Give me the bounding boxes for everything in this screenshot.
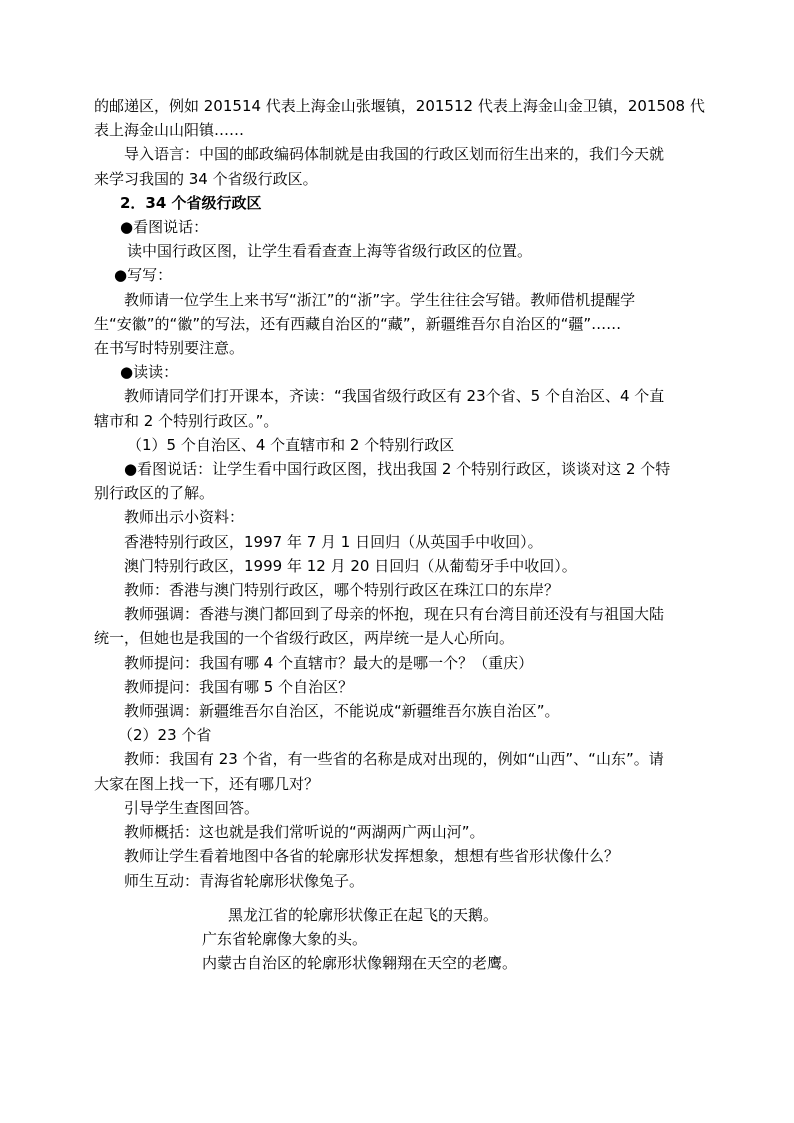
subsection-heading: （1）5 个自治区、4 个直辖市和 2 个特别行政区 — [127, 435, 455, 454]
paragraph-line: ●看图说话：让学生看中国行政区图，找出我国 2 个特别行政区，谈谈对这 2 个特 — [124, 460, 671, 479]
document-page — [94, 94, 714, 975]
bullet-heading: ●写写： — [114, 266, 173, 285]
paragraph-line: 教师让学生看着地图中各省的轮廓形状发挥想象，想想有些省形状像什么？ — [124, 847, 620, 866]
paragraph-line: 的邮递区，例如 201514 代表上海金山张堰镇，201512 代表上海金山金卫镇，201508 代 — [94, 97, 705, 115]
paragraph-line: 教师请一位学生上来书写“浙江”的“浙”字。学生往往会写错。教师借机提醒学 — [124, 290, 636, 309]
paragraph-line: 导入语言：中国的邮政编码体制就是由我国的行政区划而衍生出来的，我们今天就 — [124, 145, 665, 164]
paragraph-line: 教师强调：新疆维吾尔自治区，不能说成“新疆维吾尔族自治区”。 — [124, 702, 560, 721]
paragraph-line: 香港特别行政区，1997 年 7 月 1 日回归（从英国手中收回）。 — [124, 532, 543, 551]
paragraph-line: 统一，但她也是我国的一个省级行政区，两岸统一是人心所向。 — [94, 629, 515, 648]
paragraph-line: 辖市和 2 个特别行政区。”。 — [94, 411, 279, 430]
paragraph-line: 教师强调：香港与澳门都回到了母亲的怀抱，现在只有台湾目前还没有与祖国大陆 — [124, 605, 665, 624]
paragraph-line: 教师：香港与澳门特别行政区，哪个特别行政区在珠江口的东岸？ — [124, 581, 560, 600]
paragraph-line: 教师概括：这也就是我们常听说的“两湖两广两山河”。 — [124, 823, 485, 842]
paragraph-line: 教师出示小资料： — [124, 508, 245, 527]
section-heading: 2．34 个省级行政区 — [120, 193, 262, 212]
paragraph-line: 大家在图上找一下，还有哪几对？ — [94, 774, 320, 793]
bullet-heading: ●读读： — [120, 363, 179, 382]
paragraph-line: 生“安徽”的“徽”的写法，还有西藏自治区的“藏”，新疆维吾尔自治区的“疆”…… — [94, 314, 622, 333]
paragraph-line: 读中国行政区图，让学生看看查查上海等省级行政区的位置。 — [127, 242, 533, 261]
paragraph-line: 教师提问：我国有哪 5 个自治区？ — [124, 677, 354, 696]
paragraph-line: 在书写时特别要注意。 — [94, 339, 245, 358]
paragraph-line: 澳门特别行政区，1999 年 12 月 20 日回归（从葡萄牙手中收回）。 — [124, 556, 577, 575]
paragraph-line: 内蒙古自治区的轮廓形状像翱翔在天空的老鹰。 — [202, 954, 518, 973]
bullet-heading: ●看图说话： — [120, 218, 209, 237]
paragraph-line: 师生互动：青海省轮廓形状像兔子。 — [124, 871, 365, 890]
paragraph-line: 教师请同学们打开课本，齐读：“我国省级行政区有 23个省、5 个自治区、4 个直 — [124, 387, 665, 406]
paragraph-line: 引导学生查图回答。 — [124, 798, 260, 817]
paragraph-line: 别行政区的了解。 — [94, 484, 215, 503]
paragraph-line: 来学习我国的 34 个省级行政区。 — [94, 169, 318, 188]
paragraph-line: 教师：我国有 23 个省，有一些省的名称是成对出现的，例如“山西”、“山东”。请 — [124, 750, 664, 769]
paragraph-line: 广东省轮廓像大象的头。 — [202, 929, 368, 948]
paragraph-line: 黑龙江省的轮廓形状像正在起飞的天鹅。 — [228, 905, 499, 924]
subsection-heading: （2）23 个省 — [118, 726, 212, 745]
paragraph-line: 表上海金山山阳镇…… — [94, 121, 245, 140]
paragraph-line: 教师提问：我国有哪 4 个直辖市？最大的是哪一个？（重庆） — [124, 653, 534, 672]
